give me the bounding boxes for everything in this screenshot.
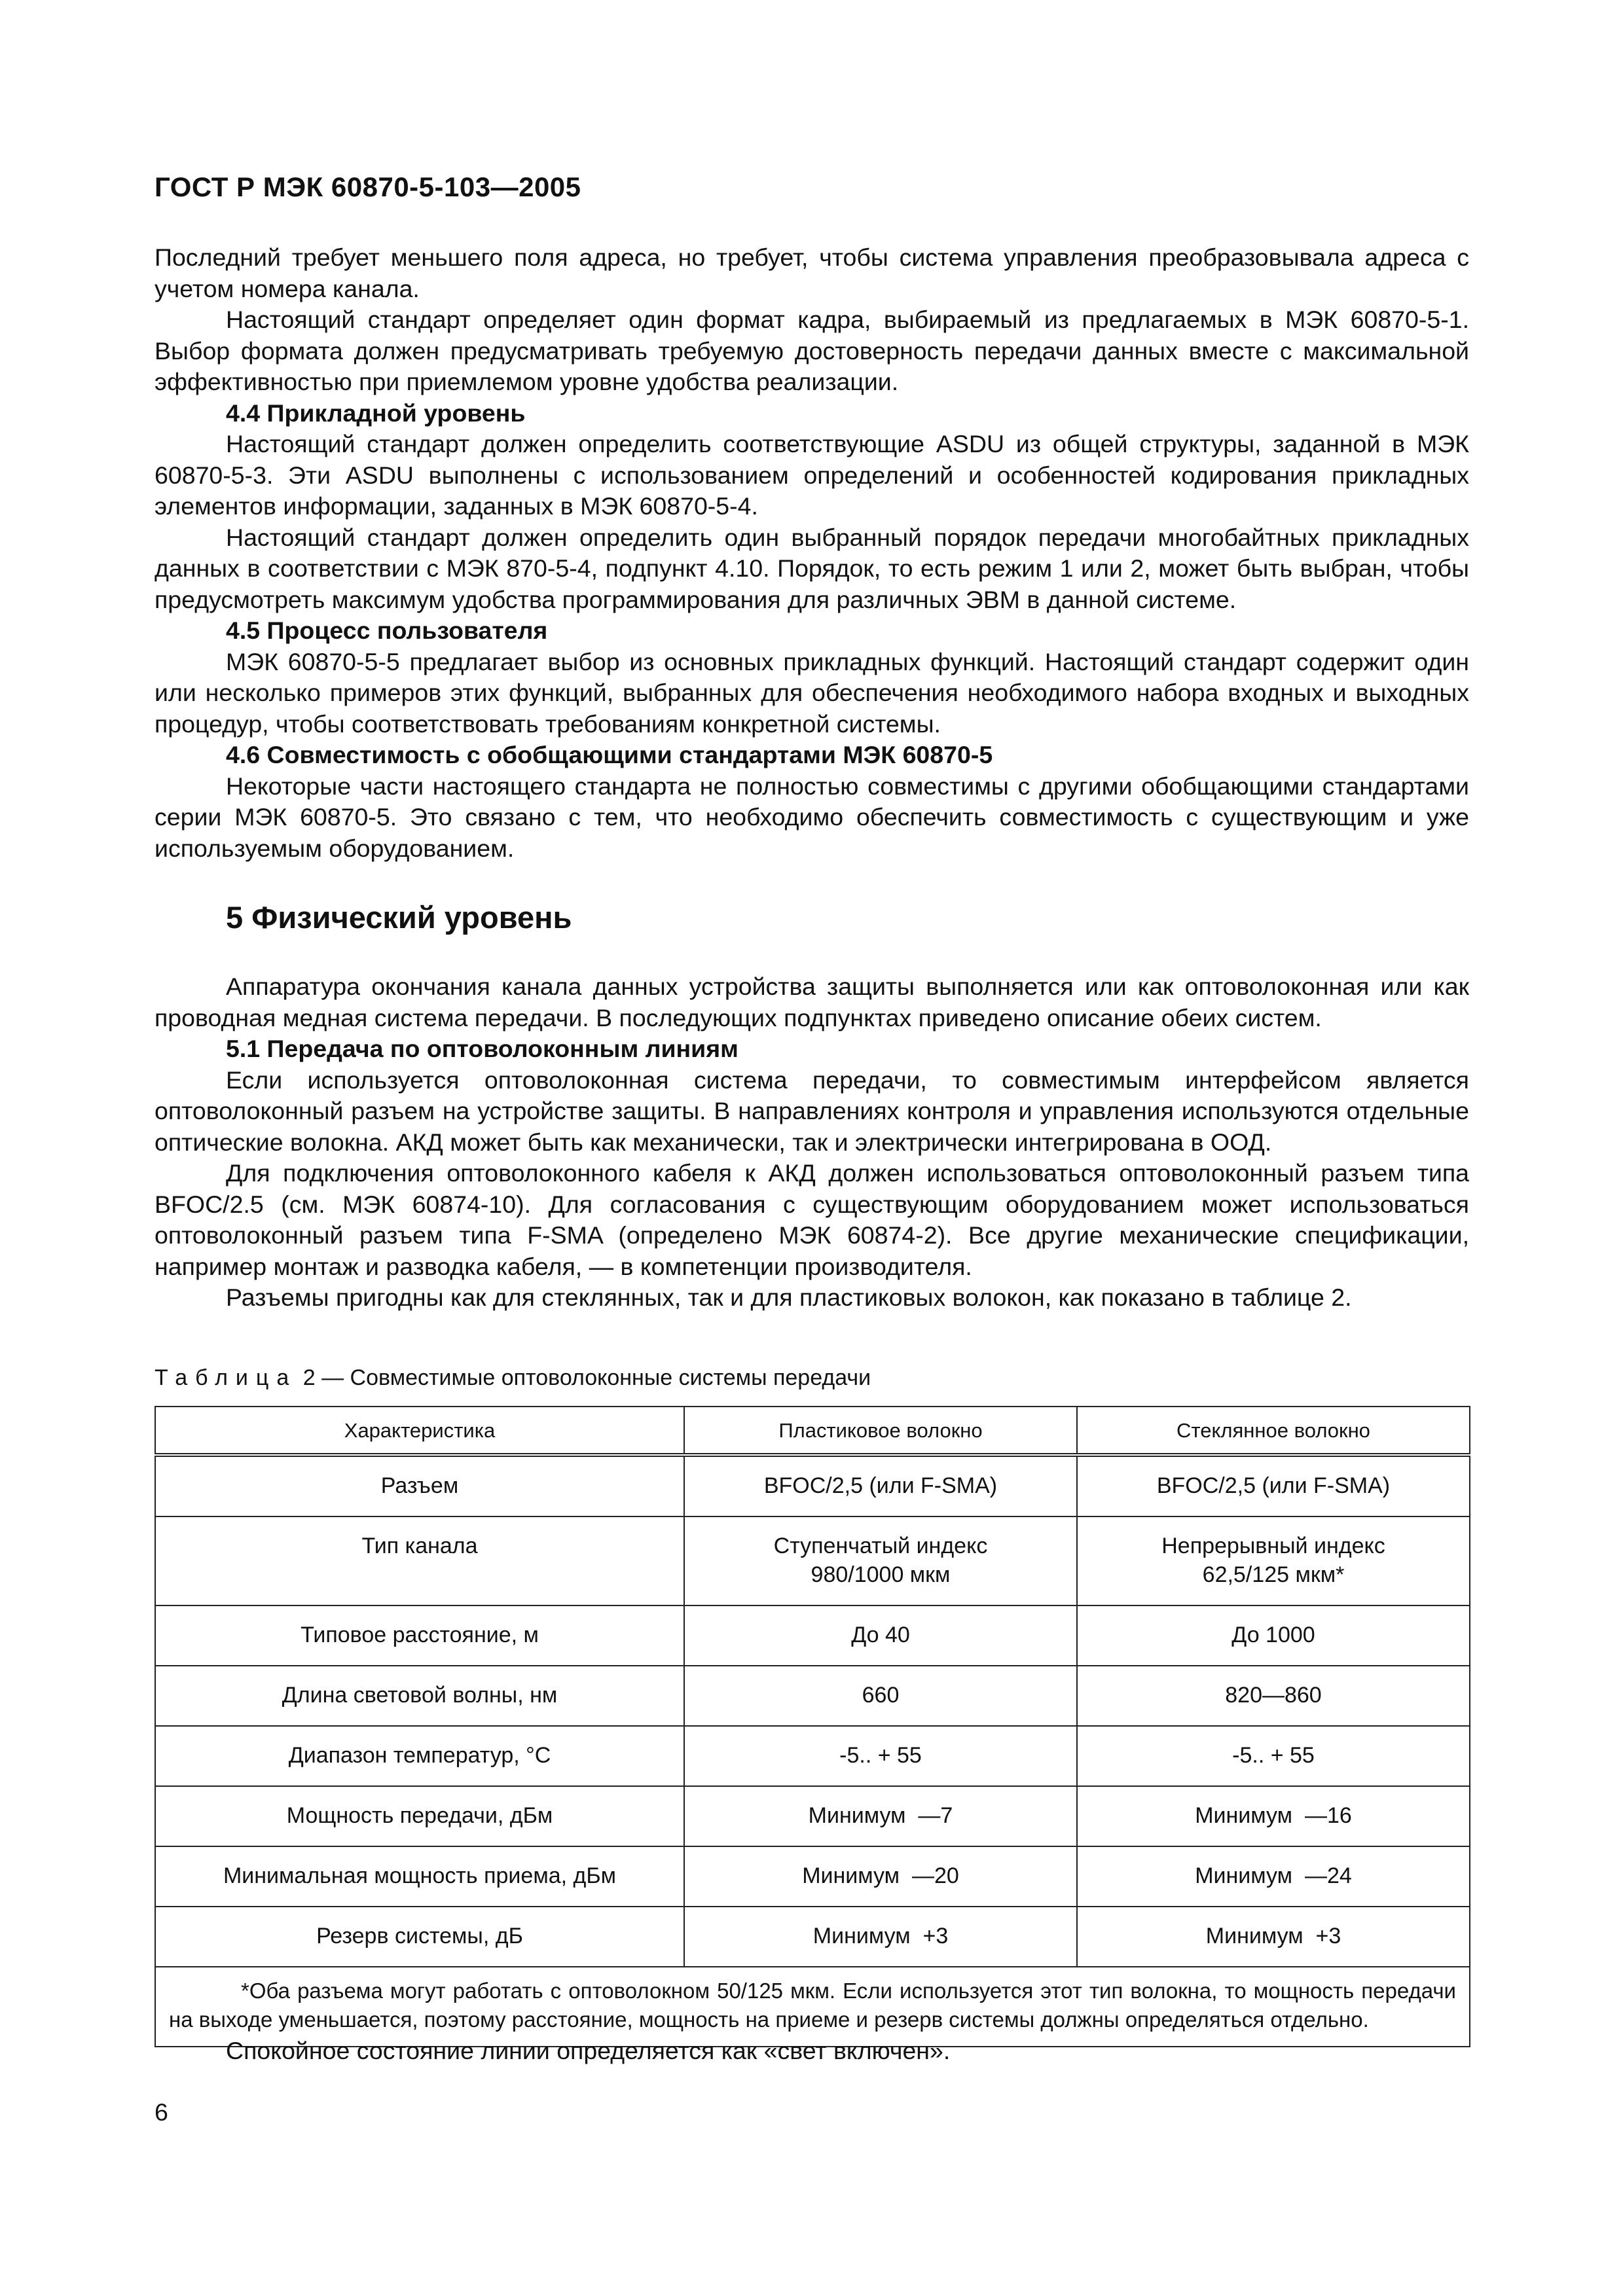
table-cell: -5.. + 55 <box>684 1726 1077 1786</box>
table-cell: BFOC/2,5 (или F-SMA) <box>684 1455 1077 1516</box>
table-row <box>155 1846 1470 1907</box>
paragraph-after-table: Спокойное состояние линии определяется как «свет включен». <box>226 2037 951 2064</box>
table-cell: Минимальная мощность приема, дБм <box>155 1846 684 1907</box>
table-row <box>155 1786 1470 1846</box>
section-heading-4-4: 4.4 Прикладной уровень <box>226 399 526 427</box>
table-cell: Минимум +3 <box>1077 1907 1470 1967</box>
column-header: Характеристика <box>155 1407 684 1455</box>
table-cell: Тип канала <box>155 1516 684 1605</box>
paragraph: Если используется оптоволоконная система передачи, то совместимым интерфейсом является оптоволоконный разъем на устройстве защиты. В направлениях контроля и управления используются отдельные оптические волокна. АКД может быть как механически, так и электрически интегрирована в ООД. <box>155 1066 1469 1156</box>
table-row <box>155 1666 1470 1726</box>
fiber-systems-table <box>155 1406 1470 2047</box>
paragraph: Последний требует меньшего поля адреса, но требует, чтобы система управления преобразовывала адреса с учетом номера канала. <box>155 243 1469 302</box>
standard-header: ГОСТ Р МЭК 60870-5-103—2005 <box>155 171 581 202</box>
table-body <box>155 1455 1470 2047</box>
table-row <box>155 1605 1470 1666</box>
section-heading-4-5: 4.5 Процесс пользователя <box>226 617 548 644</box>
table-cell: Мощность передачи, дБм <box>155 1786 684 1846</box>
table-cell: BFOC/2,5 (или F-SMA) <box>1077 1455 1470 1516</box>
table-cell: До 40 <box>684 1605 1077 1666</box>
section-heading-5: 5 Физический уровень <box>226 900 572 935</box>
table-cell: Типовое расстояние, м <box>155 1605 684 1666</box>
paragraph: МЭК 60870-5-5 предлагает выбор из основных прикладных функций. Настоящий стандарт содержит один или несколько примеров этих функций, выбранных для обеспечения необходимого набора входных и выходных процедур, чтобы соответствовать требованиям конкретной системы. <box>155 647 1469 738</box>
table-note-row <box>155 1967 1470 2047</box>
paragraph: Некоторые части настоящего стандарта не полностью совместимы с другими обобщающими стандартами серии МЭК 60870-5. Это связано с тем, что необходимо обеспечить совместимость с существующим и уже используемым оборудованием. <box>155 772 1469 862</box>
table-footnote-text: *Оба разъема могут работать с оптоволокном 50/125 мкм. Если используется этот тип волокна, то мощность передачи на выходе уменьшается, поэтому расстояние, мощность на приеме и резерв системы должны определяться отдельно. <box>169 1979 1456 2032</box>
table-header-row <box>155 1407 1470 1455</box>
table-cell: 820—860 <box>1077 1666 1470 1726</box>
table-cell: Разъем <box>155 1455 684 1516</box>
paragraph: Разъемы пригодны как для стеклянных, так и для пластиковых волокон, как показано в таблице 2. <box>226 1283 1352 1311</box>
paragraph: Настоящий стандарт должен определить соответствующие ASDU из общей структуры, заданной в МЭК 60870-5-3. Эти ASDU выполнены с использованием определений и особенностей кодирования прикладных элементов информации, заданных в МЭК 60870-5-4. <box>155 430 1469 520</box>
paragraph: Аппаратура окончания канала данных устройства защиты выполняется или как оптоволоконная или как проводная медная система передачи. В последующих подпунктах приведено описание обеих систем. <box>155 973 1469 1031</box>
table-cell: Непрерывный индекс 62,5/125 мкм* <box>1077 1516 1470 1605</box>
table-cell: -5.. + 55 <box>1077 1726 1470 1786</box>
table-cell: Минимум —7 <box>684 1786 1077 1846</box>
table-cell: Минимум —16 <box>1077 1786 1470 1846</box>
table-cell: Минимум —24 <box>1077 1846 1470 1907</box>
column-header: Стеклянное волокно <box>1077 1407 1470 1455</box>
table-caption <box>155 1363 871 1392</box>
table-cell: 660 <box>684 1666 1077 1726</box>
column-header: Пластиковое волокно <box>684 1407 1077 1455</box>
section-heading-5-1: 5.1 Передача по оптоволоконным линиям <box>226 1035 739 1062</box>
table-caption-label: Таблица <box>155 1365 297 1390</box>
table-row <box>155 1726 1470 1786</box>
page-number: 6 <box>155 2098 168 2126</box>
section-heading-4-6: 4.6 Совместимость с обобщающими стандартами МЭК 60870-5 <box>226 741 993 768</box>
table-cell: Длина световой волны, нм <box>155 1666 684 1726</box>
table-cell: Ступенчатый индекс 980/1000 мкм <box>684 1516 1077 1605</box>
table-caption-text: 2 — Совместимые оптоволоконные системы передачи <box>297 1365 871 1390</box>
table-cell: Минимум —20 <box>684 1846 1077 1907</box>
table-footnote <box>155 1967 1470 2047</box>
table-row <box>155 1455 1470 1516</box>
table-cell: До 1000 <box>1077 1605 1470 1666</box>
paragraph: Настоящий стандарт должен определить один выбранный порядок передачи многобайтных прикладных данных в соответствии с МЭК 870-5-4, подпункт 4.10. Порядок, то есть режим 1 или 2, может быть выбран, чтобы предусмотреть максимум удобства программирования для различных ЭВМ в данной системе. <box>155 523 1469 613</box>
table-row <box>155 1907 1470 1967</box>
table-row <box>155 1516 1470 1605</box>
body-text <box>155 242 1469 1314</box>
table-cell: Минимум +3 <box>684 1907 1077 1967</box>
paragraph: Настоящий стандарт определяет один формат кадра, выбираемый из предлагаемых в МЭК 60870-5-1. Выбор формата должен предусматривать требуемую достоверность передачи данных вместе с максимальной эффективностью при приемлемом уровне удобства реализации. <box>155 306 1469 395</box>
paragraph: Для подключения оптоволоконного кабеля к АКД должен использоваться оптоволоконный разъем типа BFOC/2.5 (см. МЭК 60874-10). Для согласования с существующим оборудованием может использоваться оптоволоконный разъем типа F-SMA (определено МЭК 60874-2). Все другие механические спецификации, например монтаж и разводка кабеля, — в компетенции производителя. <box>155 1159 1469 1280</box>
table-cell: Резерв системы, дБ <box>155 1907 684 1967</box>
table-cell: Диапазон температур, °С <box>155 1726 684 1786</box>
